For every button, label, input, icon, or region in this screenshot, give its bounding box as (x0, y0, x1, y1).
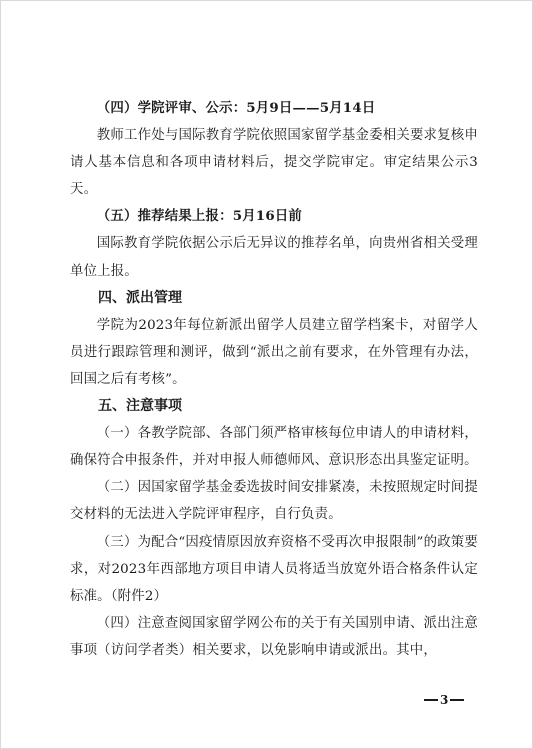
document-body (70, 95, 478, 664)
heading-dispatch-management: 四、派出管理 (98, 289, 182, 306)
section-5-body: 国际教育学院依据公示后无异议的推荐名单，向贵州省相关受理单位上报。 (70, 236, 478, 279)
section-4-body: 教师工作处与国际教育学院依照国家留学基金委相关要求复核申请人基本信息和各项申请材料后，提交学院审定。审定结果公示3天。 (70, 128, 478, 198)
page-number-dash-left (424, 699, 438, 701)
section-4-title: （四）学院评审、公示：5月9日——5月14日 (96, 100, 376, 116)
note-3: （三）为配合“因疫情原因放弃资格不受再次申报限制”的政策要求，对2023年西部地方项目申请人员将适当放宽外语合格条件认定标准。（附件2） (70, 534, 478, 604)
note-1: （一）各教学院部、各部门须严格审核每位申请人的申请材料，确保符合申报条件，并对申报人师德师风、意识形态出具鉴定证明。 (70, 426, 478, 469)
page-number (424, 693, 464, 707)
heading-notes: 五、注意事项 (98, 398, 182, 415)
page-number-value: 3 (440, 693, 449, 707)
note-4: （四）注意查阅国家留学网公布的关于有关国别申请、派出注意事项（访问学者类）相关要求，以免影响申请或派出。其中， (70, 615, 478, 658)
note-2: （二）因国家留学基金委选拔时间安排紧凑，未按照规定时间提交材料的无法进入学院评审程序，自行负责。 (70, 480, 478, 523)
dispatch-management-body: 学院为2023年每位新派出留学人员建立留学档案卡，对留学人员进行跟踪管理和测评，做到“派出之前有要求，在外管理有办法，回国之后有考核”。 (70, 317, 478, 387)
page-number-dash-right (450, 699, 464, 701)
section-5-title: （五）推荐结果上报：5月16日前 (96, 208, 303, 225)
